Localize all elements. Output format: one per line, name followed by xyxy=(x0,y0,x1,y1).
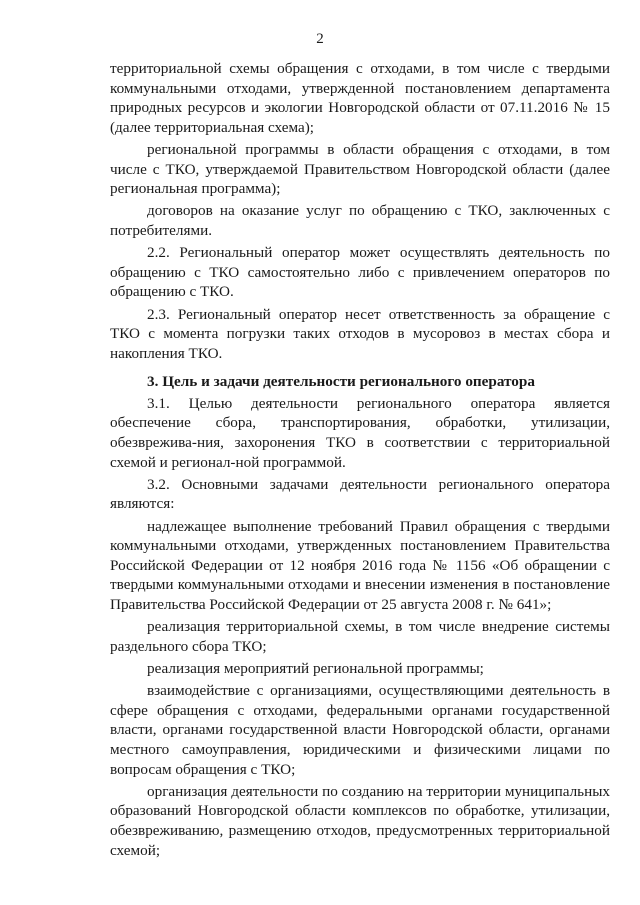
paragraph-territorial-scheme: территориальной схемы обращения с отходами, в том числе с твердыми коммунальными отходами, утвержденной постановлением департамента природных ресурсов и экологии Новгородской области от 07.11.2016 № 15 (далее территориальная схема); xyxy=(110,60,610,136)
page-number: 2 xyxy=(316,31,324,47)
paragraph-service-contracts: договоров на оказание услуг по обращению с ТКО, заключенных с потребителями. xyxy=(110,202,610,239)
paragraph-2-3: 2.3. Региональный оператор несет ответственность за обращение с ТКО с момента погрузки таких отходов в мусоровоз в местах сбора и накопления ТКО. xyxy=(110,305,610,362)
paragraph-task-regional-program: реализация мероприятий региональной программы; xyxy=(147,659,484,677)
paragraph-regional-program: региональной программы в области обращения с отходами, в том числе с ТКО, утверждаемой Правительством Новгородской области (далее региональная программа); xyxy=(110,140,610,198)
paragraph-3-1: 3.1. Целью деятельности регионального оператора является обеспечение сбора, транспортирования, обработки, утилизации, обезврежива-ния, захоронения ТКО в соответствии с территориальной схемой и регионал-ной программой. xyxy=(110,394,610,471)
document-body xyxy=(110,59,610,863)
paragraph-task-interaction: взаимодействие с организациями, осуществляющими деятельность в сфере обращения с отходами, федеральными органами государственной власти, органами государственной власти Новгородской области, органами местного самоуправления, юридическими и физическими лицами по вопросам обращения с ТКО; xyxy=(110,682,610,778)
paragraph-2-2: 2.2. Региональный оператор может осуществлять деятельность по обращению с ТКО самостоятельно либо с привлечением операторов по обращению с ТКО. xyxy=(110,244,610,301)
paragraph-3-2: 3.2. Основными задачами деятельности регионального оператора являются: xyxy=(110,475,610,513)
section-3-heading: 3. Цель и задачи деятельности регионального оператора xyxy=(147,373,535,391)
paragraph-task-territorial-scheme: реализация территориальной схемы, в том числе внедрение системы раздельного сбора ТКО; xyxy=(110,618,610,655)
paragraph-task-complexes: организация деятельности по созданию на территории муниципальных образований Новгородской области комплексов по обработке, утилизации, обезвреживанию, размещению отходов, предусмотренных территориальной схемой; xyxy=(110,782,610,859)
paragraph-task-rules: надлежащее выполнение требований Правил обращения с твердыми коммунальными отходами, утвержденных постановлением Правительства Российской Федерации от 12 ноября 2016 года № 1156 «Об обращении с твердыми коммунальными отходами и внесении изменения в постановление Правительства Российской Федерации от 25 августа 2008 г. № 641»; xyxy=(110,517,610,613)
